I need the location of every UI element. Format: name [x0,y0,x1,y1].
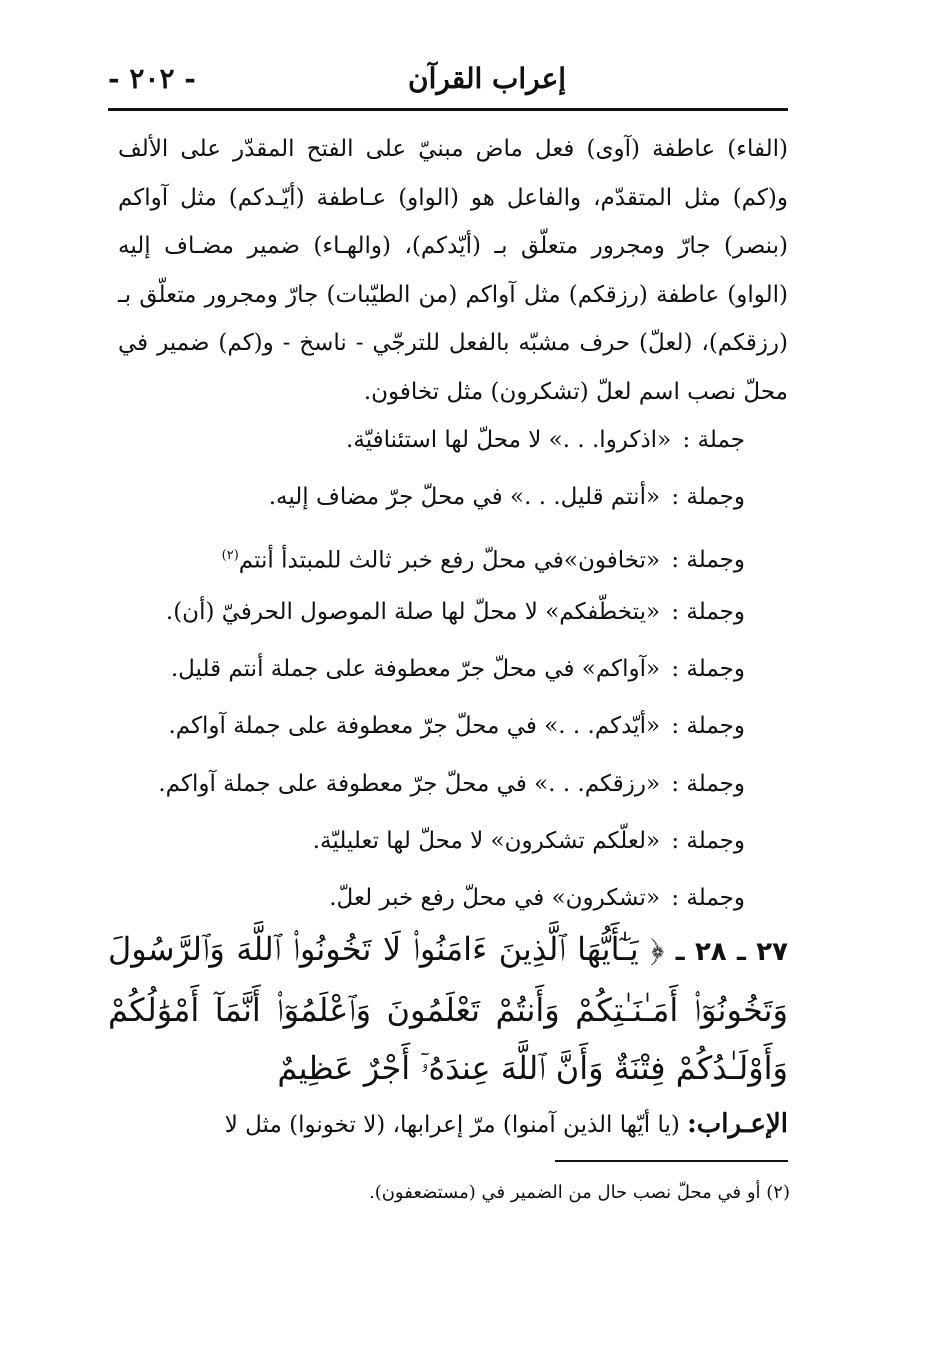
sentence-row [150,527,745,584]
verse-text: يَـٰٓأَيُّهَا ٱلَّذِينَ ءَامَنُوا۟ لَا تَخُونُوا۟ ٱللَّهَ وَٱلرَّسُولَ وَتَخُونُوٓا۟ أَمَـٰنَـٰتِكُمْ وَأَنتُمْ تَعْلَمُونَ وَٱعْلَمُوٓا۟ أَنَّمَآ أَمْوَٰلُكُمْ وَأَوْلَـٰدُكُمْ فِتْنَةٌ وَأَنَّ ٱللَّهَ عِندَهُۥٓ أَجْرٌ عَظِيمٌ [108,930,788,1087]
sentence-text: «أنتم قليل. . .» في محلّ جرّ مضاف إليه. [268,484,661,511]
sentence-label: وجملة : [671,656,745,683]
sentence-row [150,641,745,698]
irab-line [108,1104,788,1145]
sentence-label: جملة : [682,427,745,453]
irab-text: (يا أيّها الذين آمنوا) مرّ إعرابها، (لا تخونوا) مثل لا [224,1112,680,1138]
sentence-row [150,698,745,755]
sentence-label: وجملة : [671,598,745,625]
page-number: - ٢٠٢ - [108,62,196,95]
sentence-label: وجملة : [671,770,745,797]
verse-number: ٢٧ ـ ٢٨ ـ [675,937,788,967]
grammar-paragraph: (الفاء) عاطفة (آوى) فعل ماض مبنيّ على الفتح المقدّر على الألف و(كم) مثل المتقدّم، والفاعل هو (الواو) عـاطفة (أيّـدكم) مثل آواكم (بنصر) جارّ ومجرور متعلّق بـ (أيّدكم)، (والهـاء) ضمير مضـاف إليه (الواو) عاطفة (رزقكم) مثل آواكم (من الطيّبات) جارّ ومجرور متعلّق بـ (رزقكم)، (لعلّ) حرف مشبّه بالفعل للترجّي - ناسخ - و(كم) ضمير في محلّ نصب اسم لعلّ (تشكرون) مثل تخافون. [118,136,788,405]
sentence-row [150,469,745,526]
sentence-row [150,813,745,870]
footnote: (٢) أو في محلّ نصب حال من الضمير في (مستضعفون). [368,1182,790,1203]
sentence-text: «لعلّكم تشكرون» لا محلّ لها تعليليّة. [312,828,661,855]
sentence-text: «تخافون»في محلّ رفع خبر ثالث للمبتدأ أنتم [238,547,661,574]
sentence-text: «تشكرون» في محلّ رفع خبر لعلّ. [329,885,661,912]
sentence-label: وجملة : [671,484,745,511]
sentence-row [150,756,745,813]
irab-keyword: الإعـراب: [687,1109,788,1139]
book-title: إعراب القرآن [408,62,567,95]
sentence-label: وجملة : [671,713,745,740]
sentence-text: «اذكروا. . .» لا محلّ لها استئنافيّة. [346,427,672,453]
sentence-row [150,412,745,469]
footnote-divider [555,1160,788,1162]
sentence-analysis-list [150,412,745,928]
verse-open-bracket: ﴿ [650,930,665,968]
sentence-row [150,584,745,641]
sentence-text: «أيّدكم. . .» في محلّ جرّ معطوفة على جملة آواكم. [168,713,661,740]
page-header [108,62,788,102]
sentence-text: «يتخطّفكم» لا محلّ لها صلة الموصول الحرفيّ (أن). [165,598,661,625]
footnote-reference: (٢) [221,547,239,563]
header-divider [108,108,788,111]
sentence-text: «رزقكم. . .» في محلّ جرّ معطوفة على جملة آواكم. [158,770,661,797]
quran-verse [108,920,788,1097]
sentence-label: وجملة : [671,828,745,855]
sentence-text: «آواكم» في محلّ جرّ معطوفة على جملة أنتم قليل. [170,656,661,683]
sentence-label: وجملة : [671,885,745,912]
sentence-label: وجملة : [671,547,745,574]
